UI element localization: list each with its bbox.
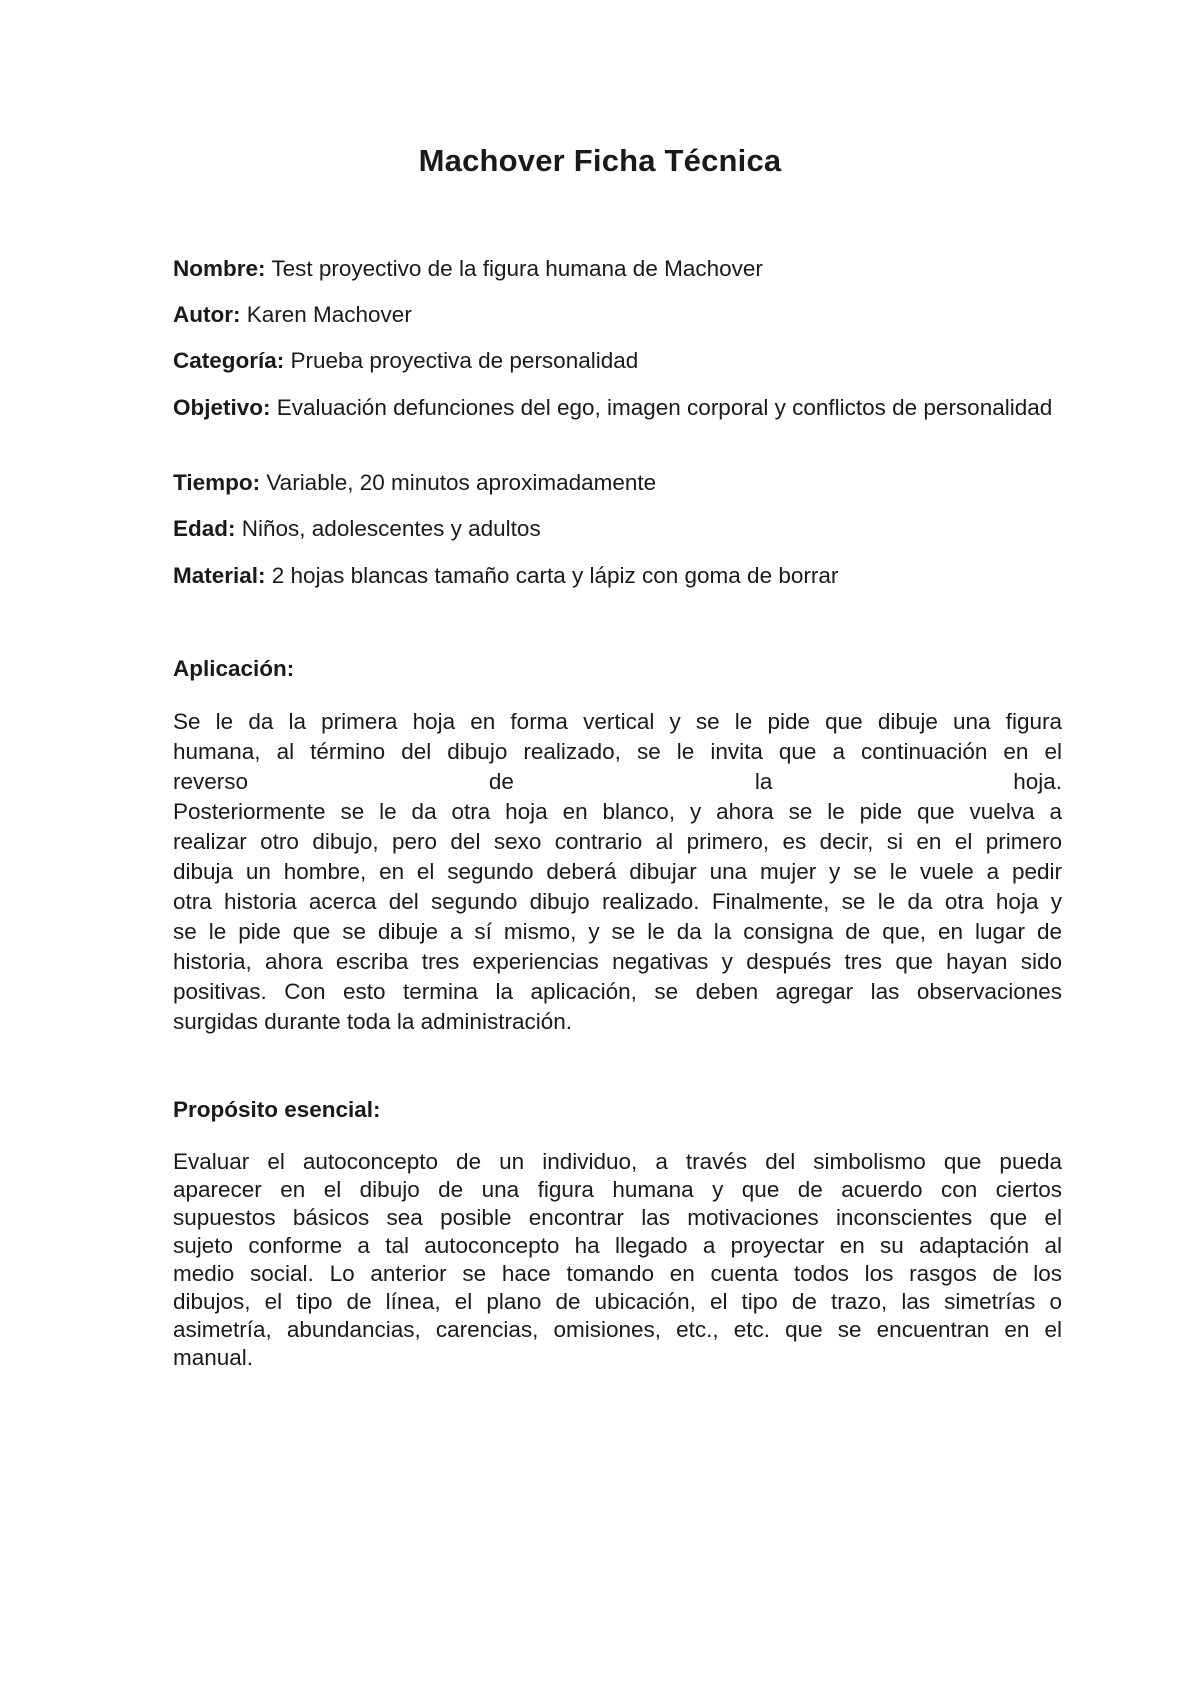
paragraph-line: se le pide que se dibuje a sí mismo, y se le da la consigna de que, en lugar de bbox=[173, 919, 1062, 944]
paragraph-line: manual. bbox=[173, 1345, 254, 1370]
paragraph-line: Posteriormente se le da otra hoja en blanco, y ahora se le pide que vuelva a bbox=[173, 799, 1062, 824]
paragraph-line: positivas. Con esto termina la aplicación, se deben agregar las observaciones bbox=[173, 979, 1062, 1004]
paragraph-line: aparecer en el dibujo de una figura humana y que de acuerdo con ciertos bbox=[173, 1177, 1062, 1202]
paragraph-line: realizar otro dibujo, pero del sexo contrario al primero, es decir, si en el primero bbox=[173, 829, 1062, 854]
paragraph-line: medio social. Lo anterior se hace tomando en cuenta todos los rasgos de los bbox=[173, 1261, 1062, 1286]
paragraph-line: asimetría, abundancias, carencias, omisiones, etc., etc. que se encuentran en el bbox=[173, 1317, 1062, 1342]
field-value: Variable, 20 minutos aproximadamente bbox=[260, 470, 657, 495]
field-label: Edad: bbox=[173, 516, 236, 541]
field-value: Karen Machover bbox=[240, 302, 412, 327]
section-heading-aplicacion: Aplicación: bbox=[173, 656, 295, 681]
paragraph-line: surgidas durante toda la administración. bbox=[173, 1009, 572, 1034]
field-value: Test proyectivo de la figura humana de Machover bbox=[265, 256, 763, 281]
field-value: 2 hojas blancas tamaño carta y lápiz con goma de borrar bbox=[265, 563, 839, 588]
field-value: Evaluación defunciones del ego, imagen corporal y conflictos de personalidad bbox=[270, 395, 1053, 420]
paragraph-line: humana, al término del dibujo realizado, se le invita que a continuación en el bbox=[173, 739, 1062, 764]
field-edad bbox=[173, 514, 1062, 543]
field-label: Autor: bbox=[173, 302, 241, 327]
field-label: Objetivo: bbox=[173, 395, 271, 420]
paragraph-line: dibuja un hombre, en el segundo deberá dibujar una mujer y se le vuele a pedir bbox=[173, 859, 1062, 884]
document-title: Machover Ficha Técnica bbox=[418, 143, 782, 178]
field-label: Categoría: bbox=[173, 348, 285, 373]
field-label: Material: bbox=[173, 563, 266, 588]
paragraph-line: Se le da la primera hoja en forma vertical y se le pide que dibuje una figura bbox=[173, 709, 1062, 734]
paragraph-line: Evaluar el autoconcepto de un individuo, a través del simbolismo que pueda bbox=[173, 1149, 1062, 1174]
paragraph-line: sujeto conforme a tal autoconcepto ha llegado a proyectar en su adaptación al bbox=[173, 1233, 1062, 1258]
field-autor bbox=[173, 300, 1062, 329]
section-body-proposito bbox=[173, 1148, 1062, 1372]
field-label: Tiempo: bbox=[173, 470, 261, 495]
paragraph-line: otra historia acerca del segundo dibujo realizado. Finalmente, se le da otra hoja y bbox=[173, 889, 1062, 914]
field-objetivo bbox=[173, 393, 1062, 422]
field-material bbox=[173, 561, 1062, 590]
field-value: Niños, adolescentes y adultos bbox=[235, 516, 541, 541]
field-tiempo bbox=[173, 468, 1062, 497]
paragraph-line: historia, ahora escriba tres experiencias negativas y después tres que hayan sido bbox=[173, 949, 1062, 974]
field-value: Prueba proyectiva de personalidad bbox=[284, 348, 639, 373]
field-label: Nombre: bbox=[173, 256, 266, 281]
section-heading-proposito: Propósito esencial: bbox=[173, 1097, 381, 1122]
paragraph-line: reverso de la hoja. bbox=[173, 769, 1062, 794]
paragraph-line: supuestos básicos sea posible encontrar las motivaciones inconscientes que el bbox=[173, 1205, 1062, 1230]
field-categoria bbox=[173, 346, 1062, 375]
field-nombre bbox=[173, 254, 1062, 283]
section-body-aplicacion bbox=[173, 707, 1062, 1037]
paragraph-line: dibujos, el tipo de línea, el plano de ubicación, el tipo de trazo, las simetrías o bbox=[173, 1289, 1062, 1314]
